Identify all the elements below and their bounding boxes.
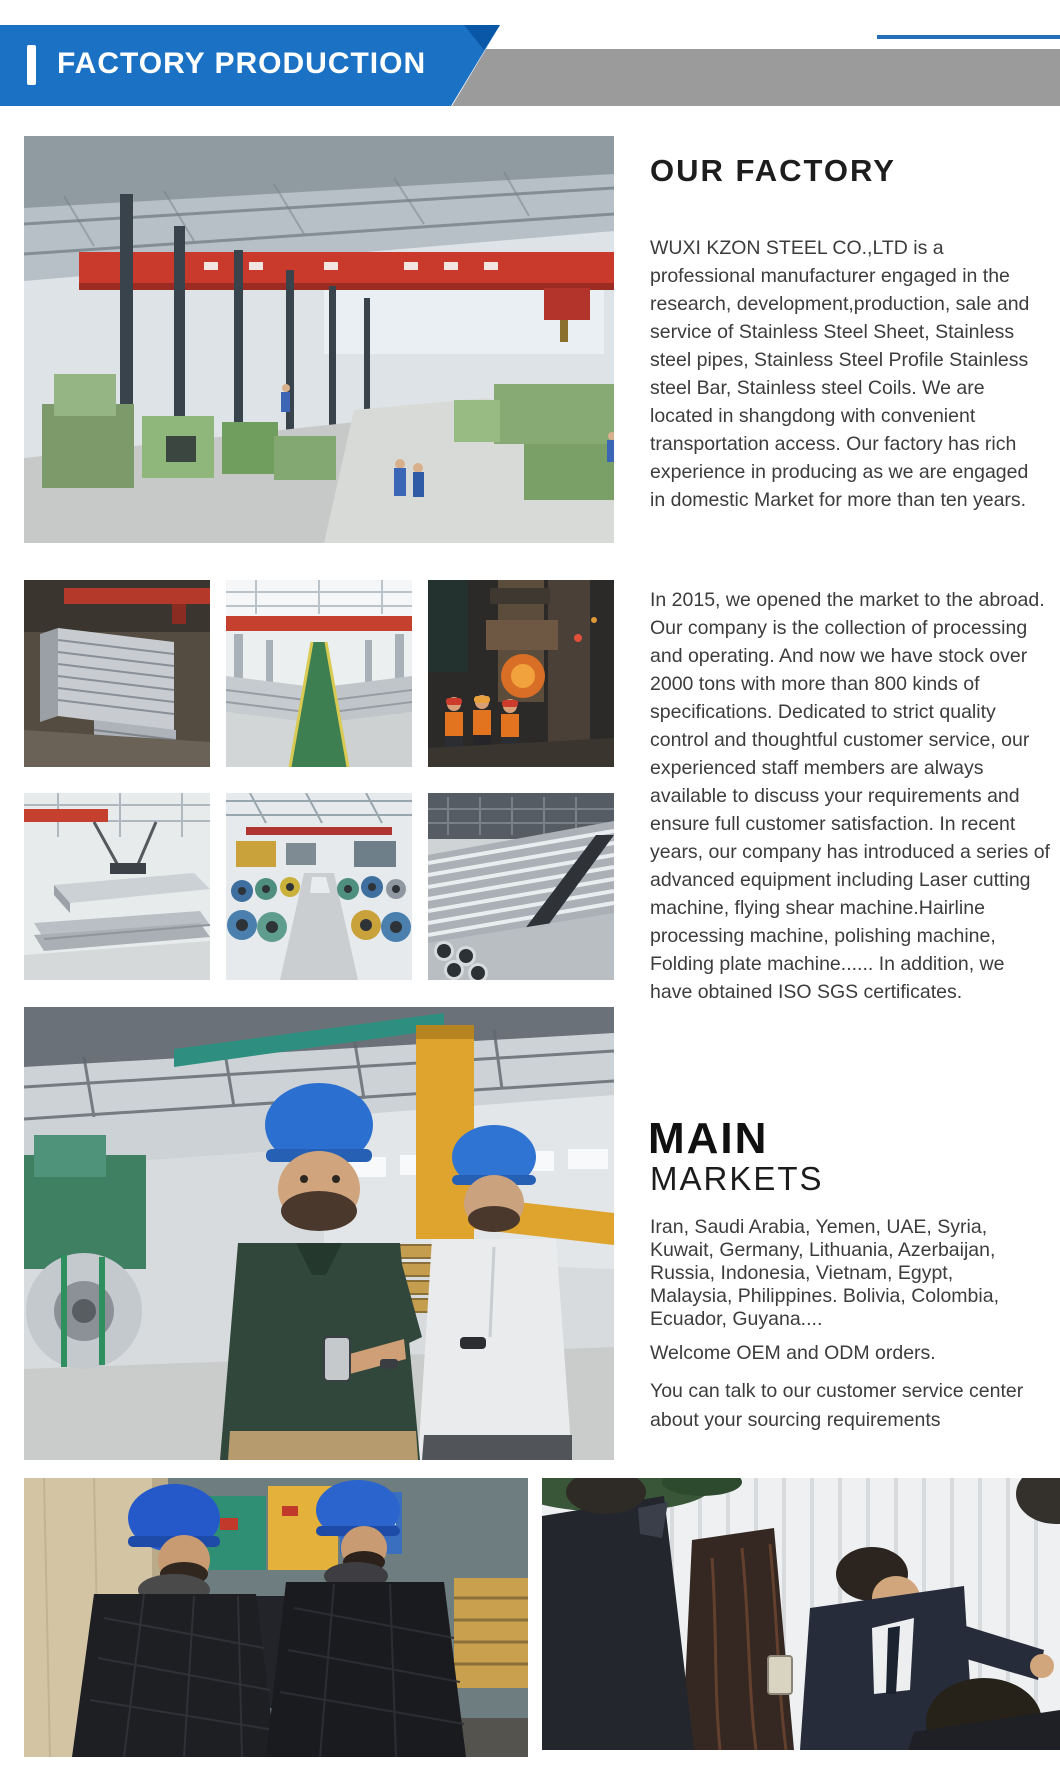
main-markets-heading-sub: MARKETS xyxy=(650,1160,824,1197)
markets-countries: Iran, Saudi Arabia, Yemen, UAE, Syria, Kuwait, Germany, Lithuania, Azerbaijan, Russia, Indonesia, Vietnam, Egypt, Malaysia, Philippines. Bolivia, Colombia, Ecuador, Guyana.... xyxy=(650,1215,999,1330)
factory-visitors-illustration xyxy=(24,1007,614,1460)
photo-plate-lifting xyxy=(24,793,210,980)
photo-business-meeting xyxy=(542,1478,1060,1750)
photo-steel-profile-stacks xyxy=(24,580,210,767)
factory-overview-illustration xyxy=(24,136,614,543)
coil-warehouse-illustration xyxy=(226,793,412,980)
main-markets-heading-top: MAIN xyxy=(648,1113,769,1163)
business-meeting-illustration xyxy=(542,1478,1060,1750)
header-title: FACTORY PRODUCTION xyxy=(57,47,427,80)
sheet-warehouse-aisle-illustration xyxy=(226,580,412,767)
customer-service-note: You can talk to our customer service center about your sourcing requirements xyxy=(650,1379,1024,1431)
photo-steel-pipes xyxy=(428,793,614,980)
header-gray-band xyxy=(452,49,1060,106)
photo-factory-visitors xyxy=(24,1007,614,1460)
photo-forging-furnace xyxy=(428,580,614,767)
header-accent-bar xyxy=(27,45,36,85)
header-accent-line xyxy=(877,35,1060,39)
steel-profile-stacks-illustration xyxy=(24,580,210,767)
photo-factory-overview xyxy=(24,136,614,543)
our-factory-paragraph-2: In 2015, we opened the market to the abroad. Our company is the collection of processing and operating. And now we have stock over 2000 tons with more than 800 kinds of specifications. Dedicated to strict quality control and thoughtful customer service, our experienced staff members are always available to discuss your requirements and ensure full customer satisfaction. In recent years, our company has introduced a series of advanced equipment including Laser cutting machine, flying shear machine.Hairline processing machine, polishing machine, Folding plate machine...... In addition, we have obtained ISO SGS certificates. xyxy=(650,588,1050,1003)
photo-machine-inspection xyxy=(24,1478,528,1757)
forging-furnace-illustration xyxy=(428,580,614,767)
our-factory-heading: OUR FACTORY xyxy=(650,152,896,188)
machine-inspection-illustration xyxy=(24,1478,528,1757)
steel-pipes-illustration xyxy=(428,793,614,980)
photo-sheet-warehouse-aisle xyxy=(226,580,412,767)
our-factory-paragraph-1: WUXI KZON STEEL CO.,LTD is a professional manufacturer engaged in the research, development,production, sale and service of Stainless Steel Sheet, Stainless steel pipes, Stainless Steel Profile Stainless steel Bar, Stainless steel Coils. We are located in shangdong with convenient transportation access. Our factory has rich experience in producing as we are engaged in domestic Market for more than ten years. xyxy=(650,236,1030,511)
photo-coil-warehouse xyxy=(226,793,412,980)
plate-lifting-illustration xyxy=(24,793,210,980)
oem-odm-note: Welcome OEM and ODM orders. xyxy=(650,1341,936,1364)
